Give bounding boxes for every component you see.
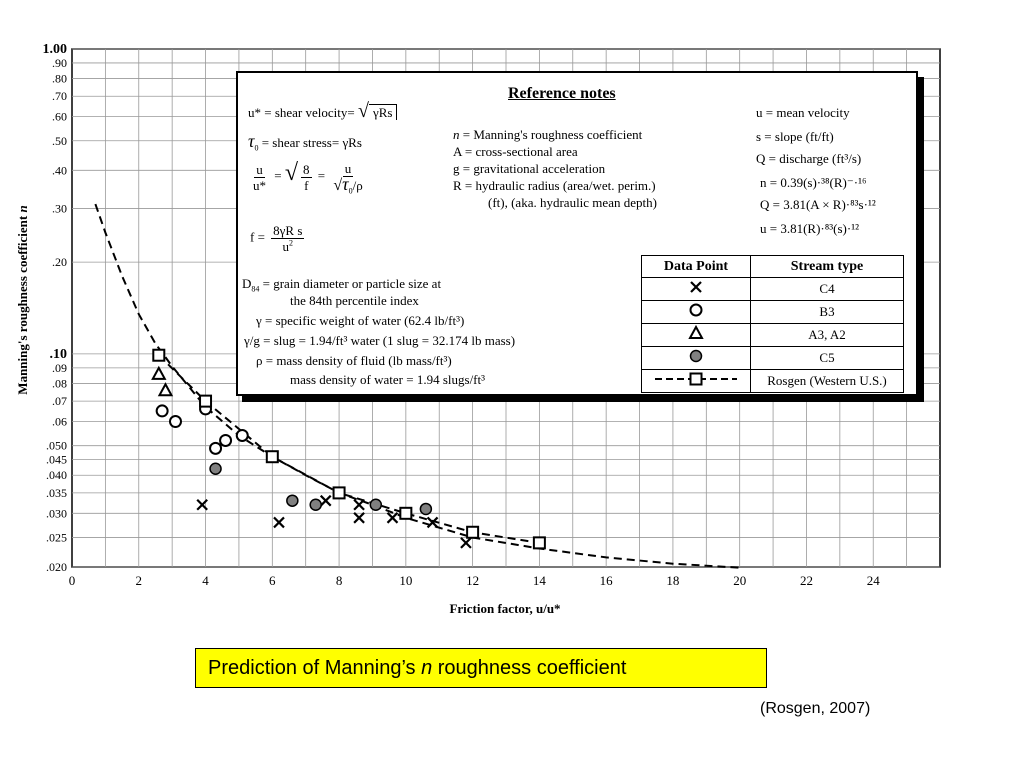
y-tick-label: .030 (46, 506, 67, 521)
x-tick-label: 22 (799, 573, 813, 588)
point-rosgen-western-u-s (153, 350, 164, 361)
definition-line: (ft), (aka. hydraulic mean depth) (488, 195, 657, 210)
legend-marker (651, 301, 741, 319)
x-tick-label: 10 (399, 573, 413, 588)
legend-label: B3 (751, 301, 904, 324)
right-formula-line: Q = 3.81(A × R)·⁸³s·¹² (760, 197, 876, 212)
rho-def: ρ = mass density of fluid (lb mass/ft³) (256, 353, 452, 368)
d84-def: $D_{84}$ = grain diameter or particle size at (242, 276, 442, 294)
point-c4 (274, 517, 284, 527)
sqrt-expr: γRs (369, 104, 397, 120)
ustar-eq: = shear velocity= (264, 105, 355, 120)
point-rosgen-western-u-s (467, 527, 478, 538)
y-tick-label: .70 (52, 89, 67, 104)
legend-marker (651, 278, 741, 296)
right-formula-line: Q = discharge (ft³/s) (756, 151, 862, 166)
tau-expr: γRs (342, 135, 362, 150)
gamma-def: γ = specific weight of water (62.4 lb/ft³) (256, 313, 465, 328)
y-tick-label: .06 (52, 414, 67, 429)
point-c4 (387, 513, 397, 523)
point-b3 (210, 443, 221, 454)
point-c4 (461, 538, 471, 548)
y-tick-label: 1.00 (42, 42, 67, 57)
figure-caption (195, 648, 767, 688)
x-tick-label: 2 (135, 573, 143, 588)
legend-marker (651, 324, 741, 342)
y-tick-label: .020 (46, 560, 67, 574)
y-tick-label: .10 (49, 346, 67, 362)
point-b3 (170, 416, 181, 427)
point-rosgen-western-u-s (334, 487, 345, 498)
point-c4 (321, 496, 331, 506)
tau-subscript: 0 (254, 143, 259, 153)
legend-marker-triangle-open (690, 327, 702, 338)
legend-row (642, 278, 904, 301)
y-tick-labels (43, 42, 68, 574)
point-c5 (210, 463, 221, 474)
velocity-ratio-equation: $\frac{u}{u*}$ = √ $\frac{8}{f}$ = $\frac{u}{√\tau_0/\rho}$ (253, 159, 363, 196)
caption-italic: n (421, 657, 433, 679)
y-tick-label: .050 (46, 438, 67, 453)
definition-line: R = hydraulic radius (area/wet. perim.) (453, 178, 656, 193)
legend-table (641, 255, 904, 393)
u-over-sqrt-tau-rho: $\frac{u}{√\tau_0/\rho}$ (333, 161, 363, 196)
point-c4 (354, 513, 364, 523)
friction-factor-equation (250, 223, 307, 254)
legend-row (642, 301, 904, 324)
point-a3-a2 (153, 368, 165, 379)
legend-label: A3, A2 (751, 324, 904, 347)
x-tick-labels (69, 573, 880, 588)
right-formula-line: n = 0.39(s)·³⁸(R)⁻·¹⁶ (760, 175, 867, 190)
d84-def-cont: the 84th percentile index (290, 293, 419, 308)
point-rosgen-western-u-s (200, 396, 211, 407)
point-c5 (310, 499, 321, 510)
shear-stress-def (248, 133, 362, 151)
y-tick-label: .035 (46, 485, 67, 500)
y-tick-label: .30 (52, 201, 67, 216)
legend-header-data-point: Data Point (642, 256, 751, 278)
rho-water-def: mass density of water = 1.94 slugs/ft³ (290, 372, 486, 387)
point-a3-a2 (159, 384, 171, 395)
legend-row (642, 370, 904, 393)
y-tick-label: .025 (46, 530, 67, 545)
y-tick-label: .50 (52, 133, 67, 148)
point-rosgen-western-u-s (267, 451, 278, 462)
legend-marker-x (691, 282, 701, 292)
point-c5 (287, 495, 298, 506)
x-tick-label: 24 (866, 573, 880, 588)
y-tick-label: .40 (52, 163, 67, 178)
citation: (Rosgen, 2007) (760, 700, 871, 717)
point-rosgen-western-u-s (534, 537, 545, 548)
legend-header-stream-type: Stream type (751, 256, 904, 278)
right-formula-line: u = 3.81(R)·⁸³(s)·¹² (760, 221, 860, 236)
definition-line: g = gravitational acceleration (453, 161, 606, 176)
x-tick-label: 8 (335, 573, 343, 588)
legend-label: Rosgen (Western U.S.) (751, 370, 904, 393)
f-fraction: $\frac{\text{8γR s}}{u^2}$ (273, 223, 303, 254)
f-lhs: f = (250, 229, 265, 245)
ratio-fraction: $\frac{u}{u*}$ (253, 161, 266, 193)
point-rosgen-western-u-s (400, 508, 411, 519)
y-tick-label: .045 (46, 452, 67, 467)
y-tick-label: .040 (46, 468, 67, 483)
point-c5 (420, 503, 431, 514)
x-axis-label: Friction factor, u/u* (449, 601, 561, 616)
x-tick-label: 4 (202, 573, 209, 588)
x-tick-label: 12 (466, 573, 480, 588)
y-tick-label: .09 (52, 360, 67, 375)
x-tick-label: 18 (666, 573, 680, 588)
caption-prefix: Prediction of Manning’s (208, 657, 422, 679)
x-tick-label: 20 (733, 573, 747, 588)
shear-velocity-def (248, 100, 397, 122)
caption-suffix: roughness coefficient (432, 657, 627, 679)
legend-marker-cell (642, 278, 751, 301)
legend-marker-circle-open (691, 305, 702, 316)
x-tick-label: 14 (532, 573, 546, 588)
point-b3 (237, 430, 248, 441)
legend-label: C4 (751, 278, 904, 301)
legend-marker-rosgen (691, 374, 702, 385)
legend-marker (651, 370, 741, 388)
legend-label: C5 (751, 347, 904, 370)
x-tick-label: 0 (68, 573, 76, 588)
right-formula-line: s = slope (ft/ft) (756, 129, 834, 144)
point-b3 (220, 435, 231, 446)
sqrt-8-over-f: $\frac{8}{f}$ (303, 161, 310, 193)
legend-marker-circle-filled (691, 351, 702, 362)
x-tick-label: 6 (269, 573, 276, 588)
tau-eq: = shear stress= (261, 135, 340, 150)
legend-marker-cell (642, 370, 751, 393)
ustar-symbol: u* (248, 105, 261, 120)
reference-notes-title: Reference notes (508, 85, 616, 102)
gamma-over-g-def: γ/g = slug = 1.94/ft³ water (1 slug = 32.174 lb mass) (244, 333, 516, 348)
legend-row (642, 324, 904, 347)
reference-notes-panel (236, 71, 918, 396)
y-tick-label: .08 (52, 376, 67, 391)
y-axis-label: Manning's roughness coefficient n (15, 205, 30, 395)
legend-marker-cell (642, 347, 751, 370)
definition-line: A = cross-sectional area (453, 144, 578, 159)
sqrt-symbol: √ (357, 100, 369, 122)
tau-symbol: τ (248, 131, 255, 151)
legend-marker (651, 347, 741, 365)
y-tick-label: .60 (52, 109, 67, 124)
y-tick-label: .20 (52, 255, 67, 270)
y-tick-label: .90 (52, 55, 67, 70)
sqrt-symbol-2: √ (284, 159, 299, 186)
definition-line: n = Manning's roughness coefficient (453, 127, 643, 142)
point-c4 (354, 500, 364, 510)
legend-marker-cell (642, 301, 751, 324)
y-tick-label: .80 (52, 71, 67, 86)
legend-row (642, 347, 904, 370)
right-formula-line: u = mean velocity (756, 105, 850, 120)
x-tick-label: 16 (599, 573, 613, 588)
legend-marker-cell (642, 324, 751, 347)
point-b3 (157, 405, 168, 416)
y-tick-label: .07 (52, 394, 67, 409)
point-c5 (370, 499, 381, 510)
